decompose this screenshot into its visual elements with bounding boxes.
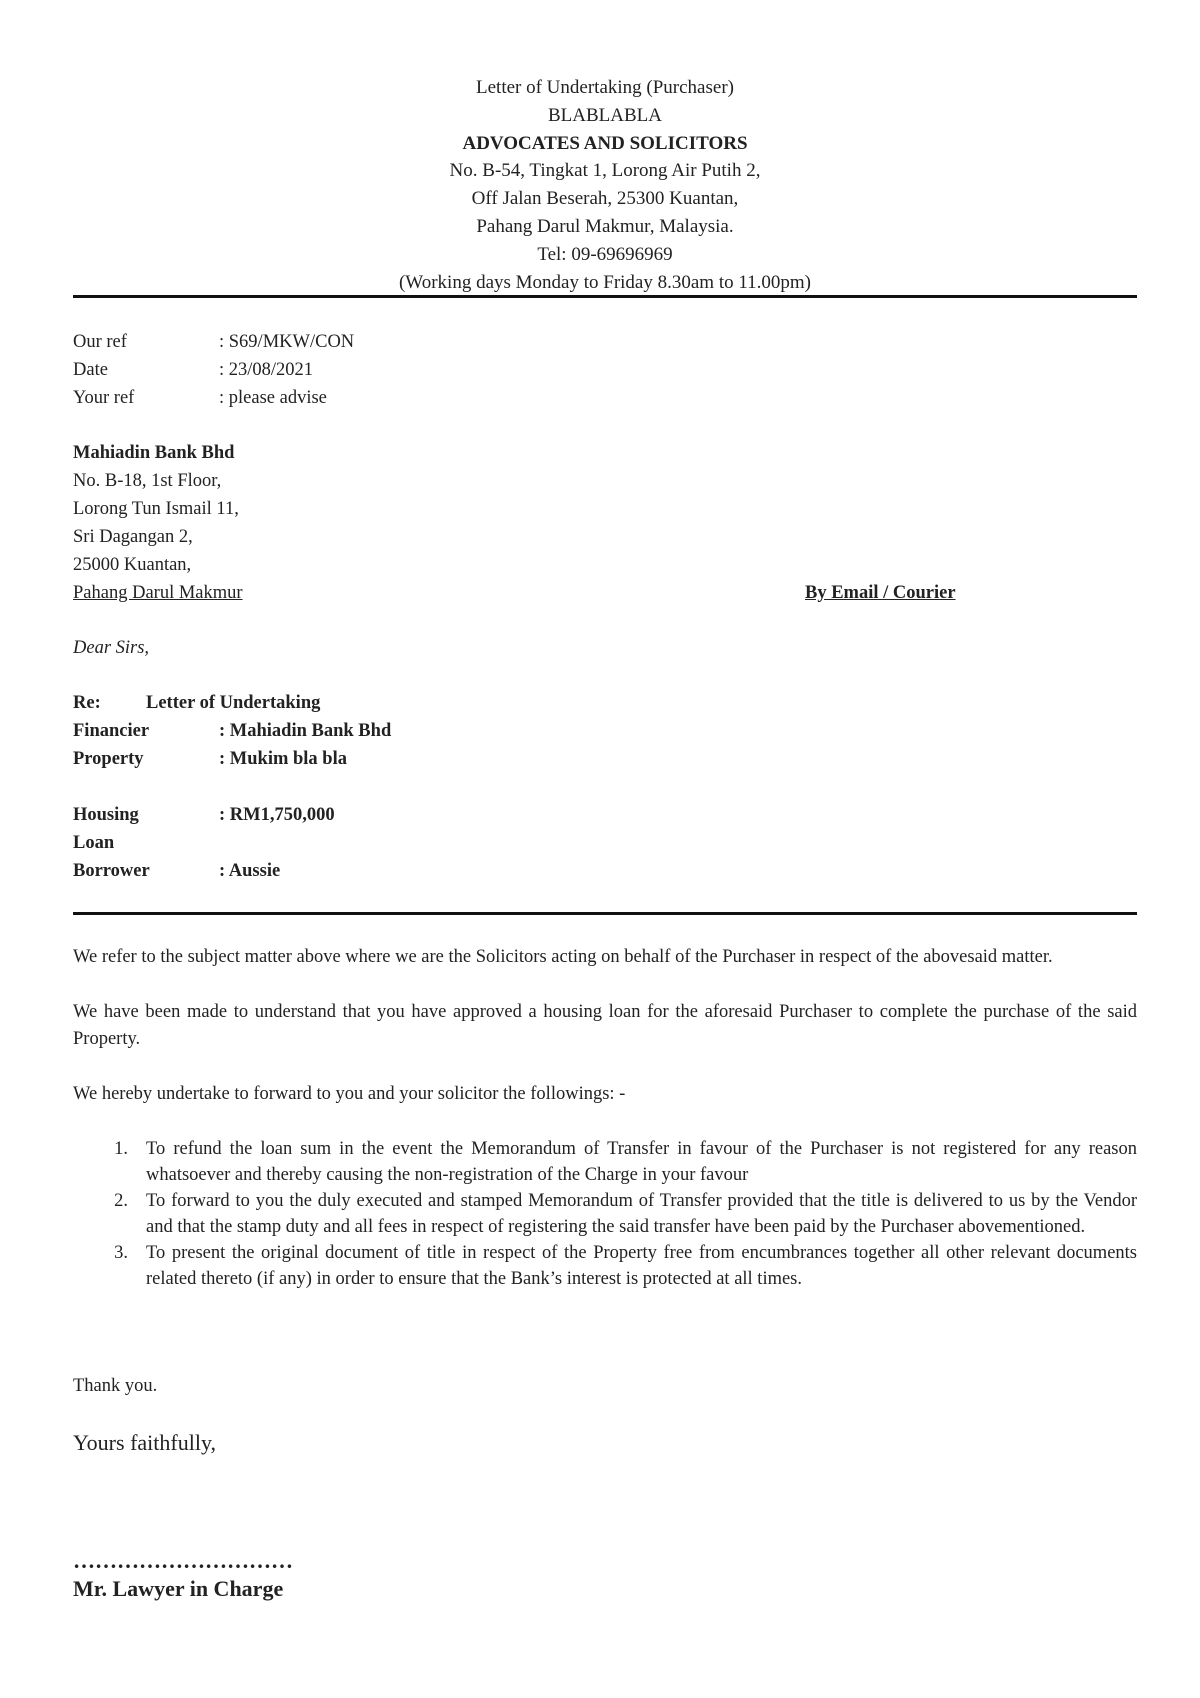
firm-working-hours: (Working days Monday to Friday 8.30am to 11.00pm) — [398, 271, 812, 293]
complimentary-close: Yours faithfully, — [73, 1430, 217, 1455]
letterhead — [73, 74, 1137, 296]
delivery-method: By Email / Courier — [805, 583, 956, 603]
recipient-address-line: Sri Dagangan 2, — [73, 527, 193, 547]
firm-telephone: Tel: 09-69696969 — [537, 243, 673, 265]
housing-loan-label-line-2: Loan — [73, 833, 115, 853]
recipient-name: Mahiadin Bank Bhd — [73, 443, 235, 463]
header-divider — [73, 295, 1137, 298]
letter-body — [73, 944, 1137, 1292]
subject-row — [73, 801, 873, 857]
property-value: : Mukim bla bla — [219, 749, 347, 769]
firm-type: ADVOCATES AND SOLICITORS — [462, 132, 748, 154]
salutation: Dear Sirs, — [73, 638, 150, 658]
reference-row — [73, 384, 354, 412]
subject-row — [73, 745, 873, 773]
subject-row — [73, 689, 873, 717]
financier-label: Financier — [73, 721, 150, 741]
list-item — [73, 1240, 1137, 1292]
subject-label: Re: — [73, 693, 101, 713]
housing-loan-label — [73, 801, 219, 857]
reference-value: : please advise — [219, 388, 327, 408]
recipient-address-line: Lorong Tun Ismail 11, — [73, 499, 239, 519]
recipient-address-line: No. B-18, 1st Floor, — [73, 471, 222, 491]
reference-row — [73, 328, 354, 356]
borrower-value: : Aussie — [219, 861, 281, 881]
housing-loan-value: : RM1,750,000 — [219, 805, 335, 825]
list-item — [73, 1188, 1137, 1240]
body-paragraph: We have been made to understand that you have approved a housing loan for the aforesaid Purchaser to complete the purchase of the said Property. — [73, 1002, 1137, 1049]
borrower-label: Borrower — [73, 861, 150, 881]
reference-row — [73, 356, 354, 384]
thank-you: Thank you. — [73, 1376, 158, 1396]
reference-value: : 23/08/2021 — [219, 360, 314, 380]
subject-block — [73, 689, 873, 885]
signature-line: ………………………… — [73, 1548, 293, 1573]
subject-row — [73, 857, 873, 885]
recipient-address-line: 25000 Kuantan, — [73, 555, 192, 575]
list-item — [73, 1136, 1137, 1188]
recipient-address-line: Pahang Darul Makmur — [73, 583, 243, 603]
list-item-number: 2. — [114, 1191, 128, 1211]
list-item-text: To forward to you the duly executed and stamped Memorandum of Transfer provided that the title is delivered to us by the Vendor and that the stamp duty and all fees in respect of registering the said transfer have been paid by the Purchaser abovementioned. — [146, 1191, 1137, 1237]
signer-name: Mr. Lawyer in Charge — [73, 1576, 284, 1601]
firm-address-line-2: Off Jalan Beserah, 25300 Kuantan, — [471, 188, 739, 210]
undertaking-list — [73, 1136, 1137, 1292]
property-label: Property — [73, 749, 144, 769]
body-paragraph: We refer to the subject matter above where we are the Solicitors acting on behalf of the Purchaser in respect of the abovesaid matter. — [73, 947, 1053, 967]
subject-title: Letter of Undertaking — [146, 693, 321, 713]
housing-loan-label-line-1: Housing — [73, 805, 139, 825]
subject-row — [73, 717, 873, 745]
body-paragraph: We hereby undertake to forward to you and your solicitor the followings: - — [73, 1084, 626, 1104]
financier-value: : Mahiadin Bank Bhd — [219, 721, 392, 741]
reference-block — [73, 328, 354, 412]
letter-title: Letter of Undertaking (Purchaser) — [476, 77, 734, 98]
firm-address-line-3: Pahang Darul Makmur, Malaysia. — [476, 215, 734, 237]
reference-value: : S69/MKW/CON — [219, 332, 355, 352]
firm-address-line-1: No. B-54, Tingkat 1, Lorong Air Putih 2, — [449, 160, 761, 182]
reference-label: Our ref — [73, 332, 127, 352]
list-item-text: To present the original document of title in respect of the Property free from encumbrances together all other relevant documents related thereto (if any) in order to ensure that the Bank’s interest is protected at all times. — [146, 1243, 1137, 1289]
spacer — [73, 773, 873, 801]
subject-divider — [73, 912, 1137, 915]
list-item-number: 1. — [114, 1139, 128, 1159]
list-item-text: To refund the loan sum in the event the Memorandum of Transfer in favour of the Purchaser is not registered for any reason whatsoever and thereby causing the non-registration of the Charge in your favour — [146, 1139, 1137, 1185]
list-item-number: 3. — [114, 1243, 128, 1263]
recipient-address — [73, 439, 1137, 607]
reference-label: Your ref — [73, 388, 135, 408]
firm-name: BLABLABLA — [548, 104, 662, 126]
reference-label: Date — [73, 360, 108, 380]
